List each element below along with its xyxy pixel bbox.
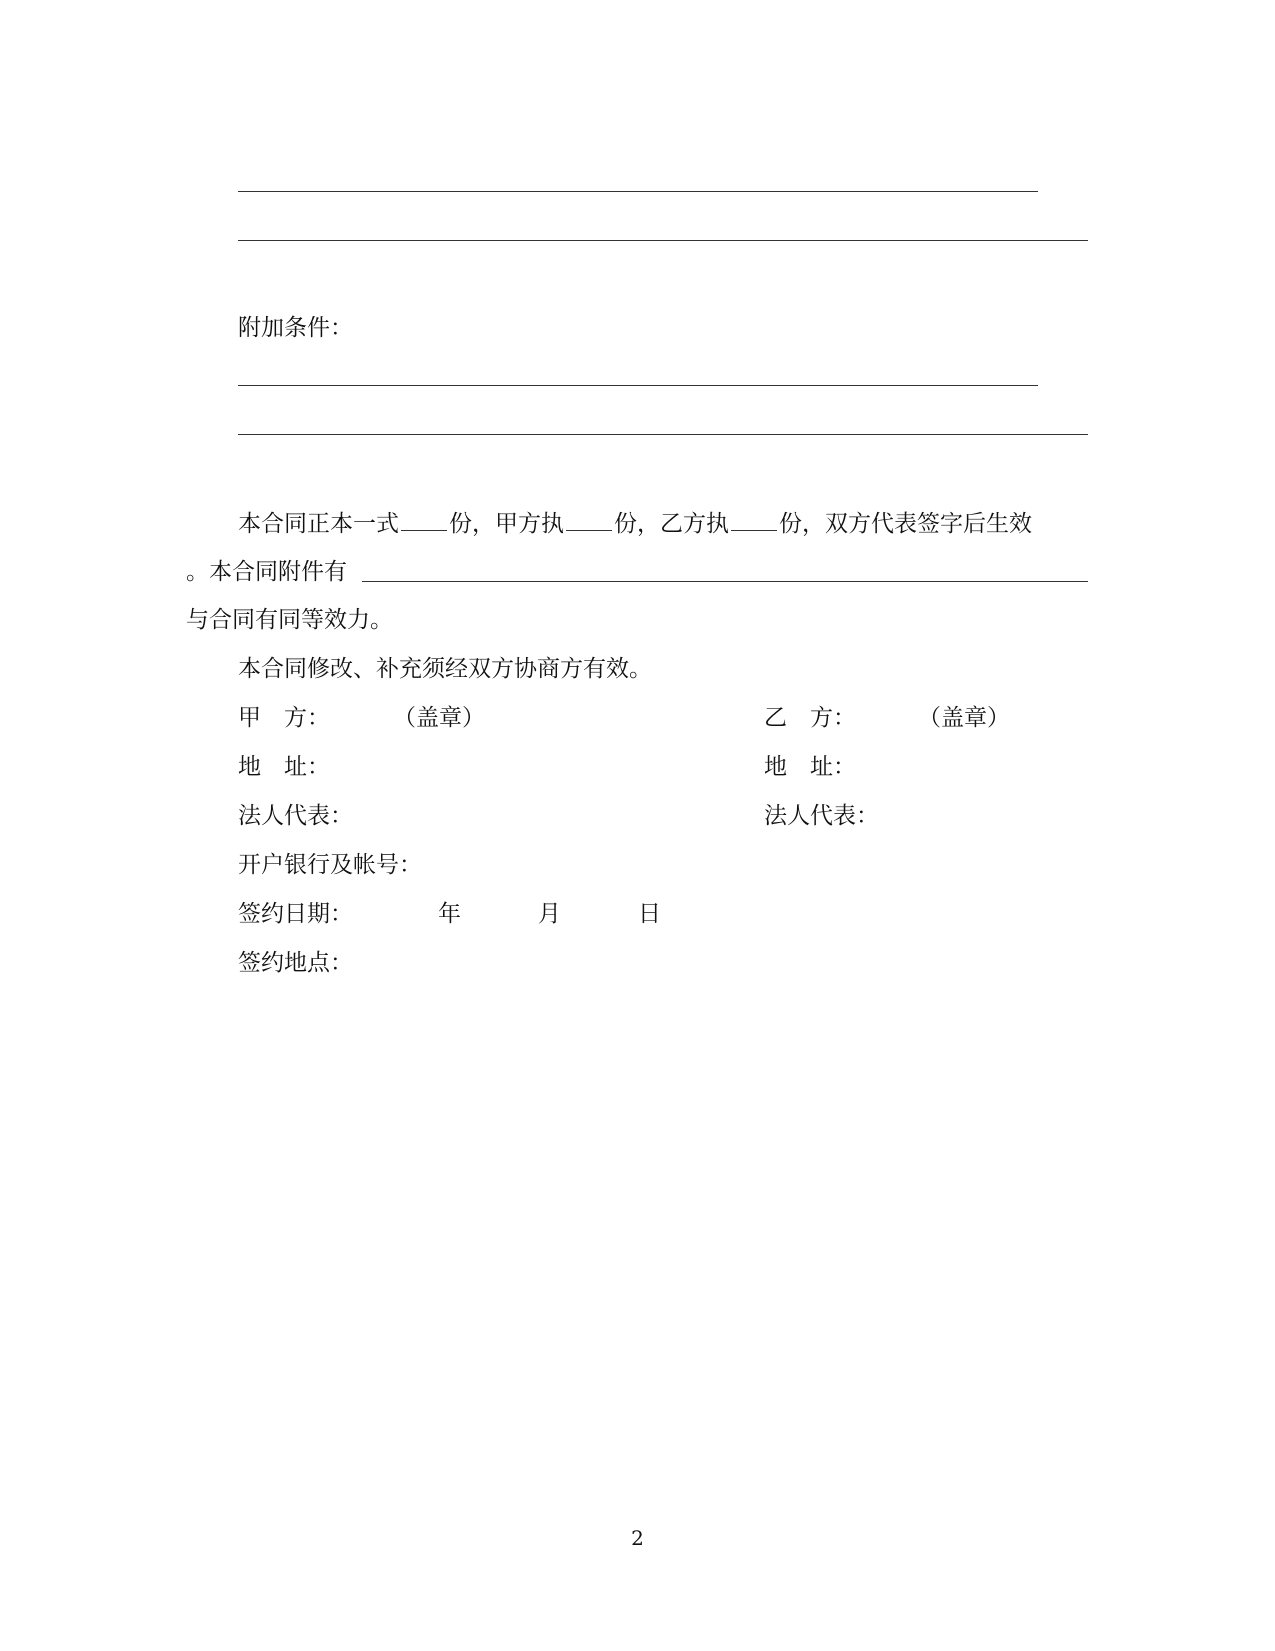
- party-a-legal-rep-label: 法人代表：: [238, 803, 353, 829]
- party-b-label: 乙 方：: [764, 705, 856, 731]
- blank-fill-line: [238, 385, 1038, 386]
- sign-date-label: 签约日期：: [238, 901, 353, 927]
- party-b-legal-rep-label: 法人代表：: [764, 803, 879, 829]
- blank-fill-line: [238, 434, 1088, 435]
- blank-copies-party-a: [566, 508, 612, 531]
- party-a-label: 甲 方：: [238, 705, 330, 731]
- bank-account-label: 开户银行及帐号：: [238, 852, 422, 878]
- copies-clause-text: 份，乙方执: [614, 511, 729, 537]
- attachments-clause-text: 。本合同附件有: [186, 559, 347, 585]
- copies-clause-text: 份，甲方执: [449, 511, 564, 537]
- copies-clause-text: 份，双方代表签字后生效: [779, 511, 1032, 537]
- sign-date-month: 月: [538, 901, 561, 927]
- blank-fill-line: [238, 191, 1038, 192]
- sign-date-day: 日: [638, 901, 661, 927]
- party-b-address-label: 地 址：: [764, 754, 856, 780]
- party-a-address-label: 地 址：: [238, 754, 330, 780]
- blank-attachments-line: [362, 581, 1088, 582]
- amendment-clause: 本合同修改、补充须经双方协商方有效。: [238, 656, 652, 682]
- equal-effect-text: 与合同有同等效力。: [186, 607, 393, 633]
- party-b-seal: （盖章）: [918, 705, 1010, 731]
- blank-copies-party-b: [731, 508, 777, 531]
- party-a-seal: （盖章）: [393, 705, 485, 731]
- page-number: 2: [631, 1526, 644, 1550]
- sign-place-label: 签约地点：: [238, 950, 353, 976]
- copies-clause-text: 本合同正本一式: [238, 511, 399, 537]
- blank-fill-line: [238, 240, 1088, 241]
- sign-date-year: 年: [438, 901, 461, 927]
- additional-terms-label: 附加条件：: [238, 315, 353, 341]
- copies-clause-line-1: [238, 508, 1032, 539]
- blank-copies-total: [401, 508, 447, 531]
